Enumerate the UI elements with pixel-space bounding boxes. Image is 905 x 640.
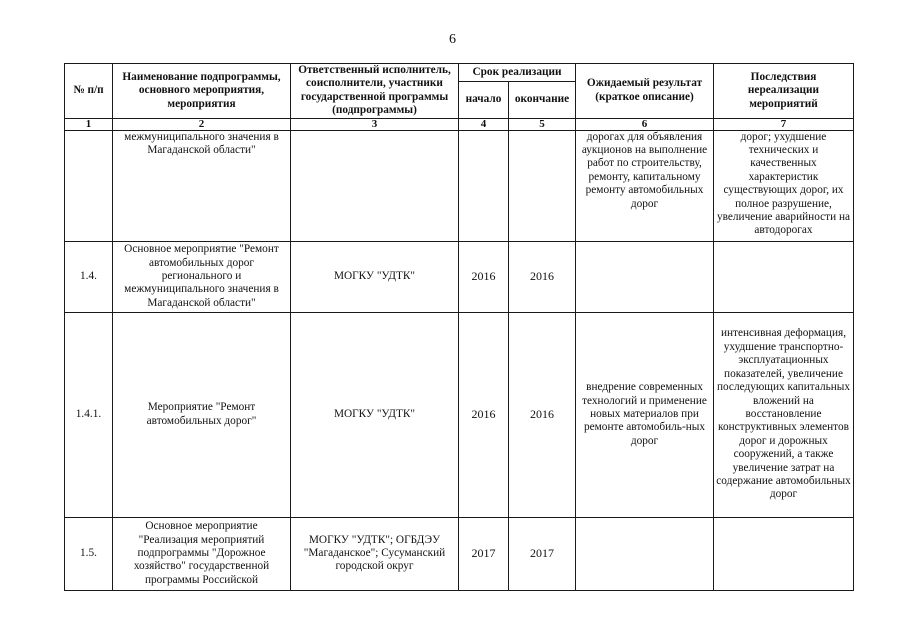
- header-name: Наименование подпрограммы, основного мероприятия, мероприятия: [113, 64, 291, 119]
- column-number-row: [65, 118, 854, 130]
- row-executor: МОГКУ "УДТК"; ОГБДЭУ "Магаданское"; Сусуманский городской округ: [291, 517, 459, 590]
- row-end: 2016: [509, 241, 576, 312]
- header-result: Ожидаемый результат (краткое описание): [576, 64, 714, 119]
- row-start: 2016: [459, 241, 509, 312]
- header-num: № п/п: [65, 64, 113, 119]
- header-start: начало: [459, 82, 509, 118]
- row-executor: [291, 130, 459, 241]
- column-number: 7: [714, 118, 854, 130]
- table-row: [65, 130, 854, 241]
- row-consequences: [714, 241, 854, 312]
- row-name: Мероприятие "Ремонт автомобильных дорог": [113, 312, 291, 517]
- row-start: 2017: [459, 517, 509, 590]
- row-end: 2016: [509, 312, 576, 517]
- row-result: [576, 517, 714, 590]
- row-name: Основное мероприятие "Ремонт автомобильных дорог регионального и межмуниципального значения в Магаданской области": [113, 241, 291, 312]
- row-consequences: интенсивная деформация, ухудшение транспортно-эксплуатационных показателей, увеличение последующих капитальных вложений на восстановление конструктивных элементов дорог и дорожных сооружений, а также увеличение затрат на содержание автомобильных дорог: [714, 312, 854, 517]
- header-executor: Ответственный исполнитель, соисполнители, участники государственной программы (подпрограммы): [291, 64, 459, 119]
- table-row: [65, 517, 854, 590]
- row-start: [459, 130, 509, 241]
- column-number: 3: [291, 118, 459, 130]
- row-num: 1.5.: [65, 517, 113, 590]
- column-number: 5: [509, 118, 576, 130]
- row-executor: МОГКУ "УДТК": [291, 312, 459, 517]
- column-number: 6: [576, 118, 714, 130]
- row-result: внедрение современных технологий и применение новых материалов при ремонте автомобиль-ных дорог: [576, 312, 714, 517]
- header-row-top: [65, 64, 854, 82]
- row-name: межмуниципального значения в Магаданской области": [113, 130, 291, 241]
- row-executor: МОГКУ "УДТК": [291, 241, 459, 312]
- header-consequences: Последствия нереализации мероприятий: [714, 64, 854, 119]
- row-result: [576, 241, 714, 312]
- row-end: 2017: [509, 517, 576, 590]
- row-num: 1.4.1.: [65, 312, 113, 517]
- column-number: 2: [113, 118, 291, 130]
- row-num: [65, 130, 113, 241]
- header-period: Срок реализации: [459, 64, 576, 82]
- header-end: окончание: [509, 82, 576, 118]
- row-end: [509, 130, 576, 241]
- row-name: Основное мероприятие "Реализация мероприятий подпрограммы "Дорожное хозяйство" государственной программы Российской: [113, 517, 291, 590]
- row-start: 2016: [459, 312, 509, 517]
- table-row: [65, 312, 854, 517]
- row-consequences: дорог; ухудшение технических и качественных характеристик существующих дорог, их полное разрушение, увеличение аварийности на автодорогах: [714, 130, 854, 241]
- program-table: [64, 63, 854, 591]
- column-number: 1: [65, 118, 113, 130]
- row-result: дорогах для объявления аукционов на выполнение работ по строительству, ремонту, капитальному ремонту автомобильных дорог: [576, 130, 714, 241]
- column-number: 4: [459, 118, 509, 130]
- page-number: 6: [449, 32, 456, 47]
- table-row: [65, 241, 854, 312]
- row-consequences: [714, 517, 854, 590]
- row-num: 1.4.: [65, 241, 113, 312]
